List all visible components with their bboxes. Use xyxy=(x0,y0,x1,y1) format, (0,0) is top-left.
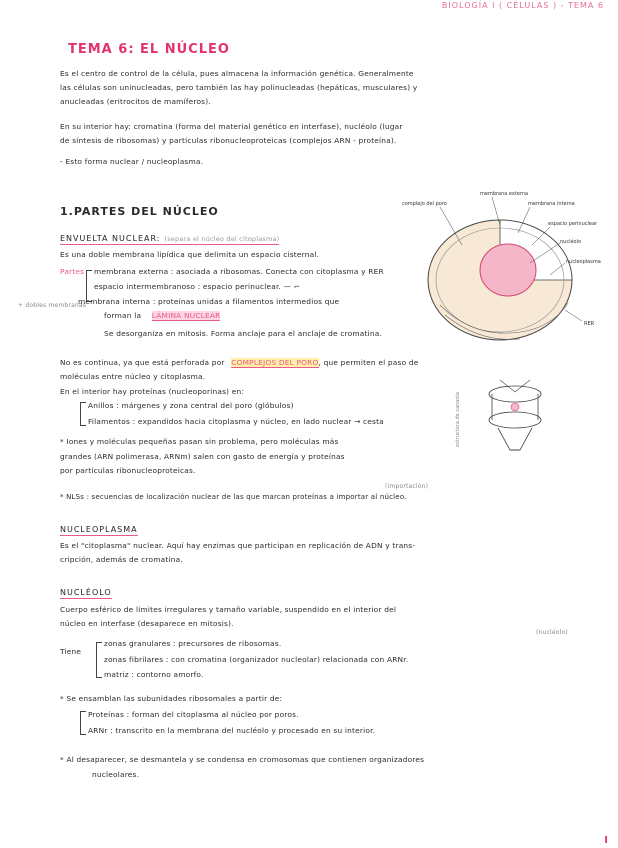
poro-line-5: Filamentos : expandidos hacia citoplasma y núcleo, en lado nuclear → cesta xyxy=(88,417,384,426)
complejos-poro-term: COMPLEJOS DEL PORO xyxy=(231,358,319,367)
poro-line-3: En el interior hay proteínas (nucleoporinas) en: xyxy=(60,387,245,396)
intro-line-2: las células son uninucleadas, pero también las hay polinucleadas (hepáticas, musculares) y xyxy=(60,83,418,92)
intro-line-6: - Esto forma nuclear / nucleoplasma. xyxy=(60,157,204,166)
section-title-partes: 1.PARTES DEL NÚCLEO xyxy=(60,205,219,218)
intro-line-1: Es el centro de control de la célula, pues almacena la información genética. Generalmente xyxy=(60,69,414,78)
poro-line-4: Anillos : márgenes y zona central del poro (glóbulos) xyxy=(88,401,294,410)
nucleolo-line-3: zonas granulares : precursores de ribosomas. xyxy=(104,639,282,648)
envoltura-line-4: membrana interna : proteínas unidas a filamentos intermedios que xyxy=(78,297,340,306)
nucleoplasma-line-1: Es el "citoplasma" nuclear. Aquí hay enzimas que participan en replicación de ADN y trans- xyxy=(60,541,416,550)
lamina-prefix: forman la xyxy=(104,311,142,320)
subunidades-bracket xyxy=(80,711,86,735)
label-m-interna: membrana interna xyxy=(528,201,575,207)
poro-line-6: * Iones y moléculas pequeñas pasan sin problema, pero moléculas más xyxy=(60,437,339,446)
nucleolo-line-7: Proteínas : forman del citoplasma al núcleo por poros. xyxy=(88,710,299,719)
label-poro: complejo del poro xyxy=(402,201,447,207)
nucleolo-line-8: ARNr : transcrito en la membrana del nucléolo y procesado en su interior. xyxy=(88,726,376,735)
poro-line-1-b: , que permiten el paso de xyxy=(318,358,419,367)
heading-envoltura-text: ENVUELTA NUCLEAR: xyxy=(60,234,161,243)
heading-envoltura xyxy=(60,234,279,245)
label-m-externa: membrana externa xyxy=(480,191,529,197)
nucleolo-line-6: * Se ensamblan las subunidades ribosomales a partir de: xyxy=(60,694,283,703)
page-title: TEMA 6: EL NÚCLEO xyxy=(68,42,230,57)
page-number: I xyxy=(604,835,608,846)
envoltura-line-1: Es una doble membrana lipídica que delimita un espacio cisternal. xyxy=(60,250,320,259)
label-nucleolo: nucléolo xyxy=(560,239,582,245)
poro-line-2: moléculas entre núcleo y citoplasma. xyxy=(60,372,206,381)
nucleolo-line-9: * Al desaparecer, se desmantela y se condensa en cromosomas que contienen organizadores xyxy=(60,755,425,764)
pore-diagram xyxy=(470,372,560,462)
intro-line-3: anucleadas (eritrocitos de mamíferos). xyxy=(60,97,211,106)
nucleolo-line-10: nucleolares. xyxy=(92,770,140,779)
nucleolo-line-5: matriz : contorno amorfo. xyxy=(104,670,204,679)
nucleolo-line-4: zonas fibrilares : con cromatina (organizador nucleolar) relacionada con ARNr. xyxy=(104,655,409,664)
heading-nucleolo: NUCLÉOLO xyxy=(60,588,112,597)
label-rer: RER xyxy=(584,321,595,327)
poro-line-1-a: No es continua, ya que está perforada por xyxy=(60,358,225,367)
pore-basket xyxy=(498,428,532,450)
label-nucleoplasma: nucleoplasma xyxy=(566,259,601,265)
label-espacio: espacio perinuclear xyxy=(548,221,598,227)
nucleolo-line-1: Cuerpo esférico de límites irregulares y tamaño variable, suspendido en el interior del xyxy=(60,605,397,614)
importacion-note: (importación) xyxy=(385,483,429,490)
intro-line-5: de síntesis de ribosomas) y partículas ribonucleoproteicas (complejos ARN - proteína). xyxy=(60,136,397,145)
nucleolo-line-2: núcleo en interfase (desaparece en mitosis). xyxy=(60,619,234,628)
poro-line-nls: * NLSs : secuencias de localización nuclear de las que marcan proteínas a importar al núcleo. xyxy=(60,493,407,501)
poro-line-1 xyxy=(60,357,419,368)
envoltura-line-5 xyxy=(104,310,220,321)
envoltura-line-6: Se desorganiza en mitosis. Forma anclaje para el anclaje de cromatina. xyxy=(104,329,383,338)
intro-line-4: En su interior hay: cromatina (forma del material genético en interfase), nucléolo (lugar xyxy=(60,122,403,131)
poro-line-7: grandes (ARN polimerasa, ARNm) salen con gasto de energía y proteínas xyxy=(60,452,345,461)
zonas-bracket xyxy=(96,642,102,678)
nucleolo-shape xyxy=(480,244,536,296)
poro-line-8: por partículas ribonucleoproteicas. xyxy=(60,466,196,475)
central-plug xyxy=(511,403,519,411)
label-partes: Partes xyxy=(60,267,85,276)
nucleolo-note: (nucléolo) xyxy=(536,629,568,636)
envoltura-line-3: espacio intermembranoso : espacio perinuclear. — ⌐ xyxy=(94,282,301,291)
leader-7 xyxy=(565,310,582,321)
lamina-nuclear-term: LÁMINA NUCLEAR xyxy=(151,311,221,320)
nucleus-diagram xyxy=(400,185,610,345)
nucleoplasma-line-2: cripción, además de cromatina. xyxy=(60,555,183,564)
pore-top-ring xyxy=(489,386,541,402)
heading-nucleoplasma: NUCLEOPLASMA xyxy=(60,525,138,534)
pore-label: estructura de canasta xyxy=(455,392,461,447)
heading-envoltura-note: (separa el núcleo del citoplasma) xyxy=(164,235,280,243)
envoltura-line-2: membrana externa : asociada a ribosomas. Conecta con citoplasma y RER xyxy=(94,267,384,276)
nucleoporinas-bracket xyxy=(80,402,86,426)
pore-bottom-ring xyxy=(489,412,541,428)
nucleolo-tiene: Tiene xyxy=(60,647,82,656)
course-header: BIOLOGÍA I ( CÉLULAS ) - TEMA 6 xyxy=(441,1,604,10)
margin-note: + dobles membranas xyxy=(18,302,87,309)
